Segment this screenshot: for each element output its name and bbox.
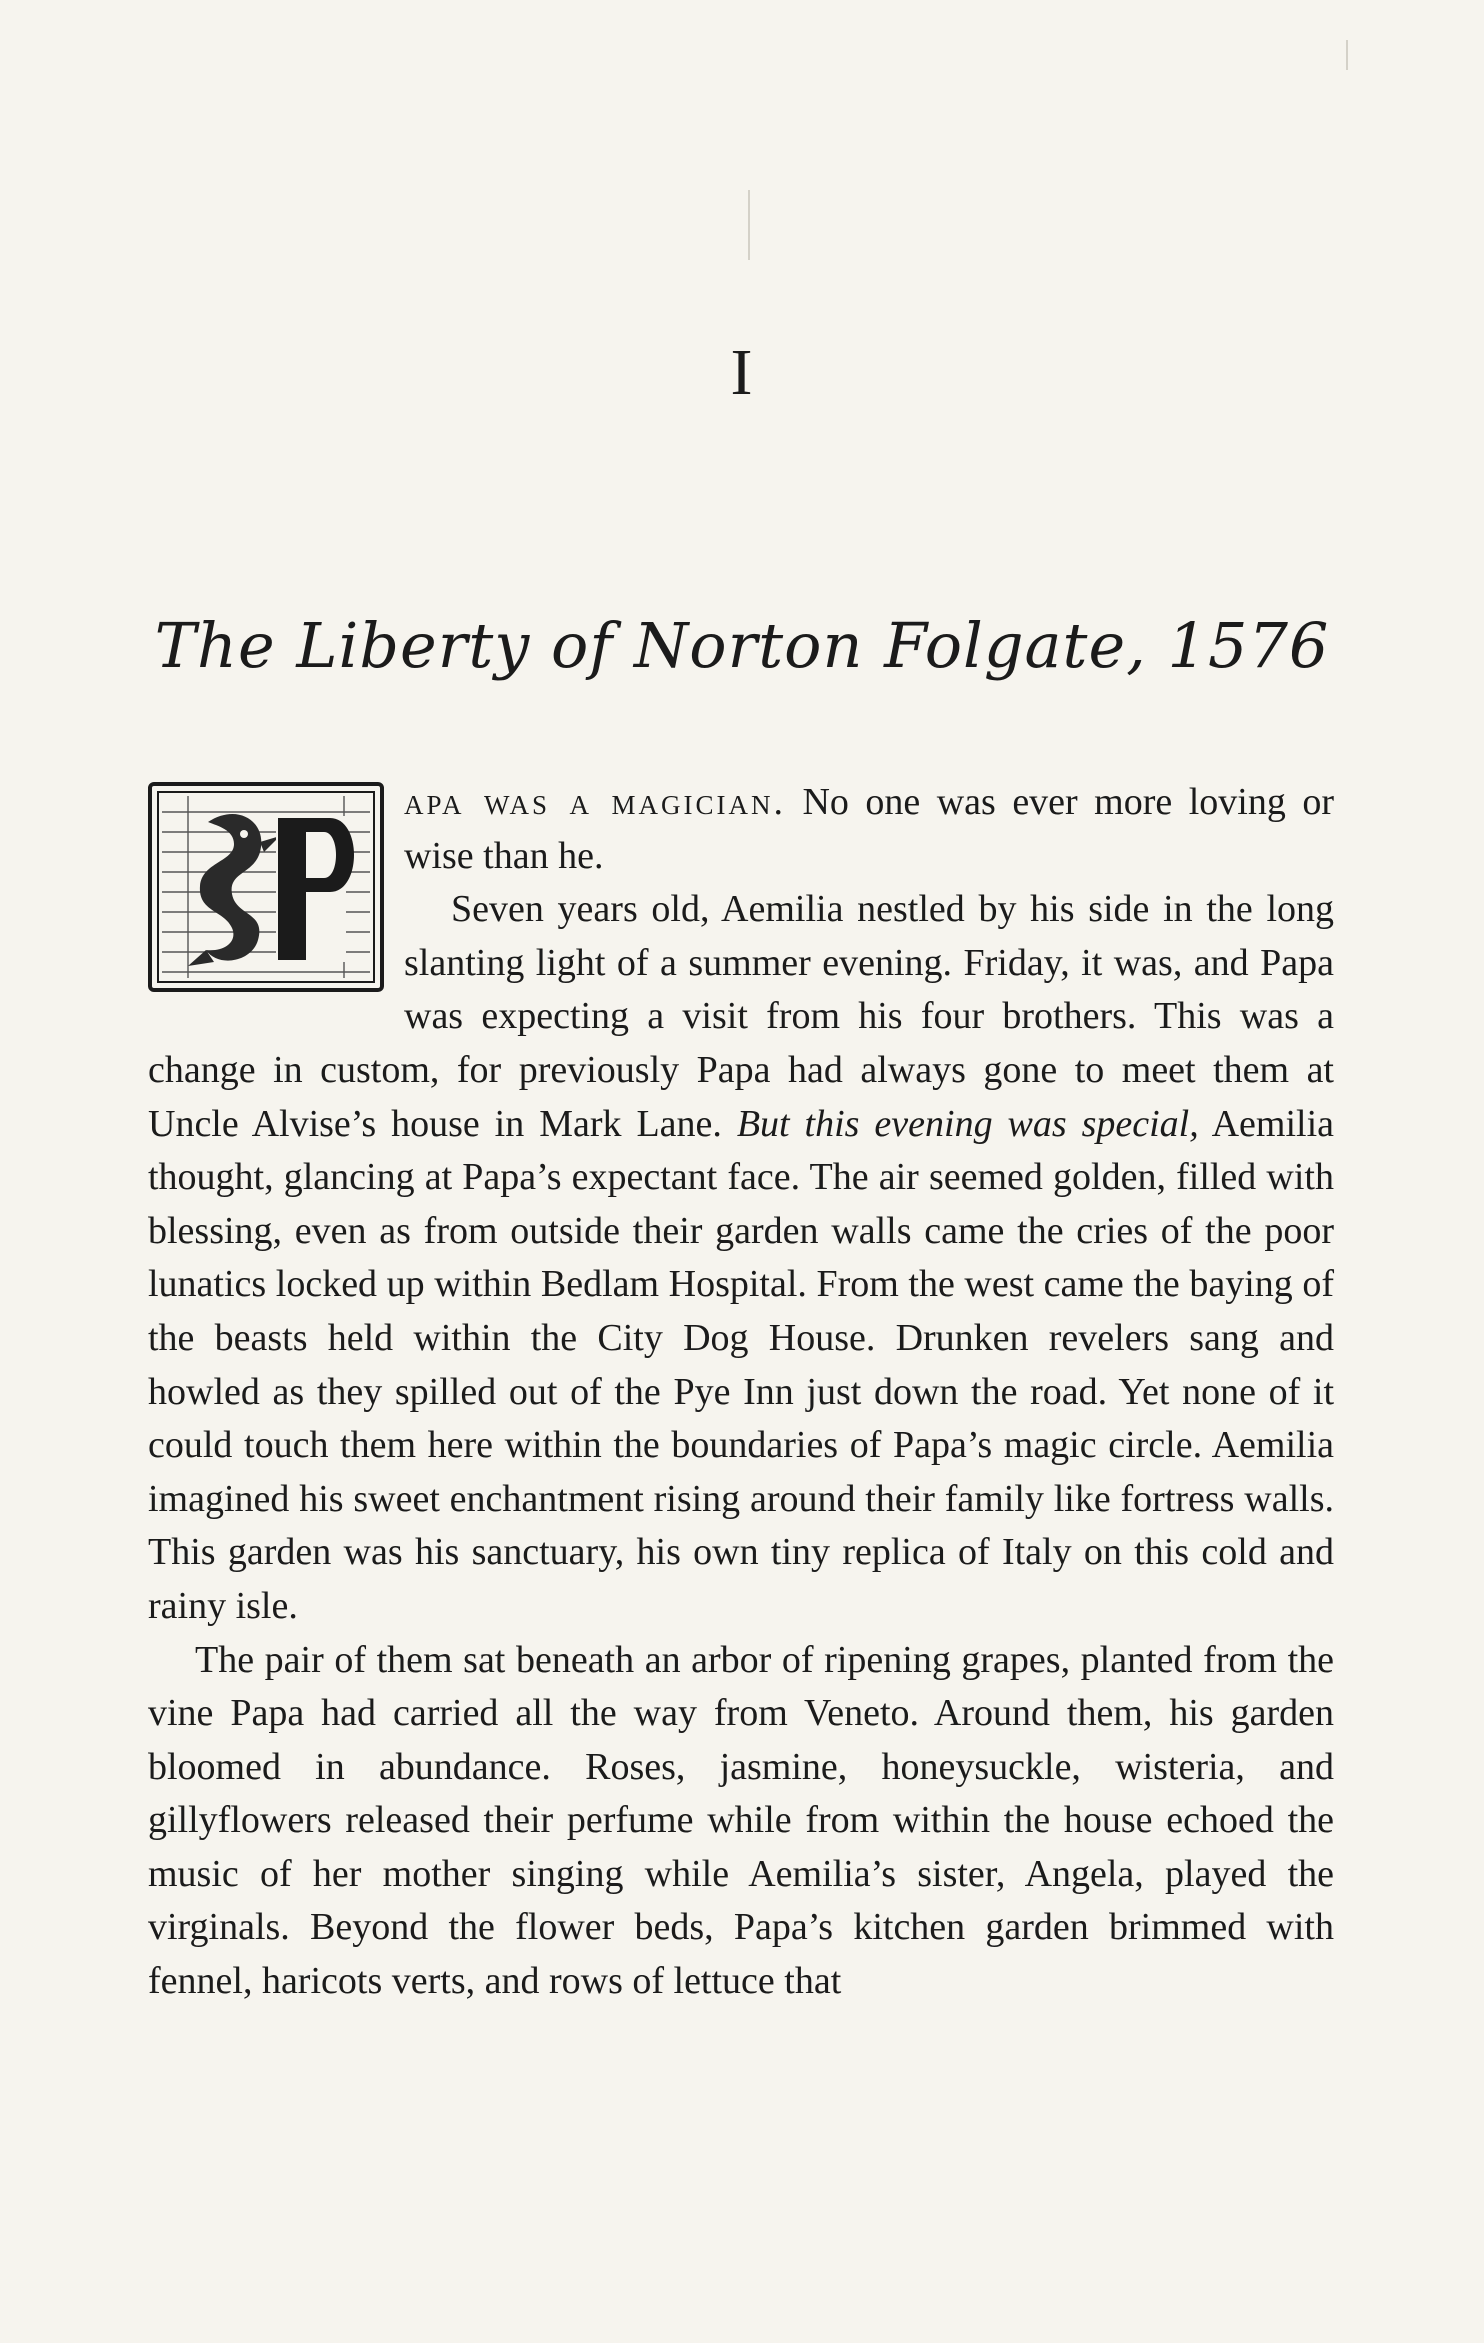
paragraph-1-lead: apa was a magician.	[404, 781, 786, 823]
paragraph-1-rest: No one was ever more loving or wise than he.	[404, 781, 1334, 877]
scan-mark	[748, 190, 750, 260]
chapter-number: I	[730, 336, 754, 409]
ornamental-dolphin-initial-icon	[148, 782, 384, 992]
paragraph-2	[148, 883, 1334, 1633]
paragraph-2-after: Aemilia thought, glancing at Papa’s expectant face. The air seemed golden, filled with blessing, even as from outside their garden walls came the cries of the poor lunatics locked up within Bedlam Hospital. From the west came the baying of the beasts held within the City Dog House. Drunken revelers sang and howled as they spilled out of the Pye Inn just down the road. Yet none of it could touch them here within the boundaries of Papa’s magic circle. Aemilia imagined his sweet enchantment rising around their family like fortress walls. This garden was his sanctuary, his own tiny replica of Italy on this cold and rainy isle.	[148, 1102, 1334, 1627]
chapter-title: The Liberty of Norton Folgate, 1576	[154, 609, 1330, 682]
scan-mark	[1346, 40, 1348, 70]
paragraph-2-italic: But this evening was special,	[736, 1102, 1199, 1145]
paragraph-2-before: Seven years old, Aemilia nestled by his side in the long slanting light of a summer evening. Friday, it was, and Papa was expecting a visit from his four brothers. This was a change in custom, for previously Papa had always gone to meet them at Uncle Alvise’s house in Mark Lane.	[148, 888, 1334, 1145]
paragraph-3: The pair of them sat beneath an arbor of ripening grapes, planted from the vine Papa had carried all the way from Veneto. Around them, his garden bloomed in abundance. Roses, jasmine, honeysuckle, wisteria, and gillyflowers released their perfume while from within the house echoed the music of her mother singing while Aemilia’s sister, Angela, played the virginals. Beyond the flower beds, Papa’s kitchen garden brimmed with fennel, haricots verts, and rows of lettuce that	[148, 1638, 1334, 2003]
chapter-body	[148, 776, 1334, 2009]
